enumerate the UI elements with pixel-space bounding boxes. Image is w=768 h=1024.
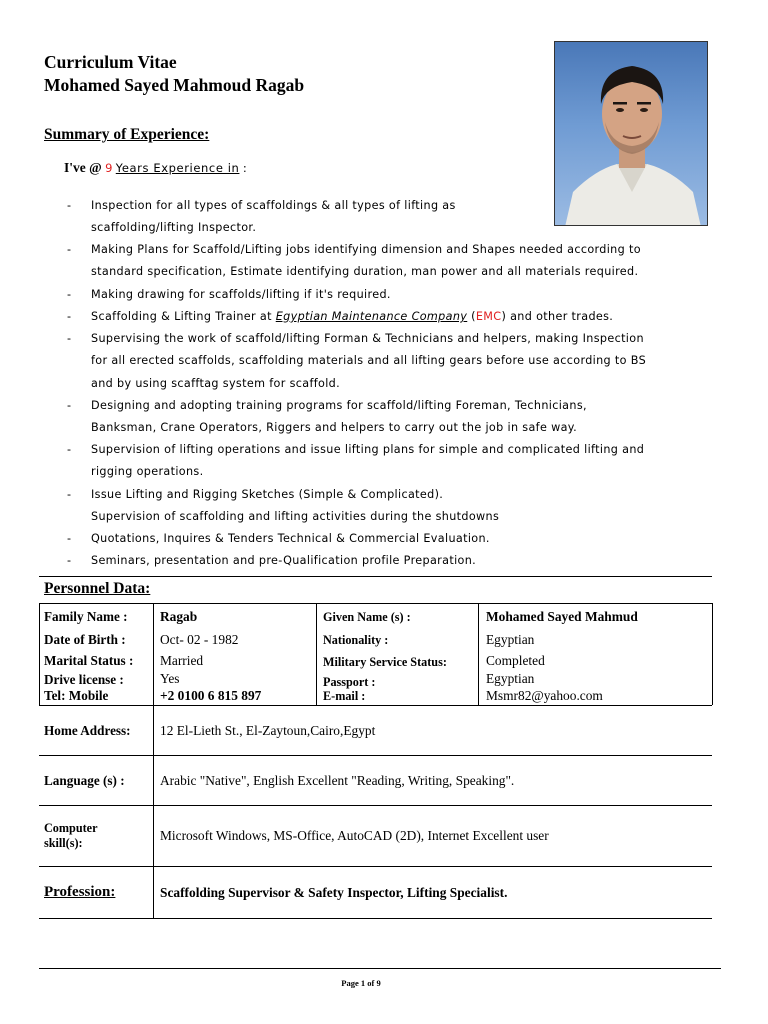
bullet-marker: - bbox=[67, 288, 72, 301]
dob-value: Oct- 02 - 1982 bbox=[160, 632, 239, 647]
bullet-line: rigging operations. bbox=[91, 465, 204, 478]
trainer-tail: ) and other trades. bbox=[501, 310, 614, 323]
drive-license-value: Yes bbox=[160, 671, 180, 686]
cv-title: Curriculum Vitae bbox=[44, 52, 177, 72]
table-border-left bbox=[39, 603, 40, 705]
table-row-divider bbox=[39, 805, 712, 806]
nationality-value: Egyptian bbox=[486, 632, 535, 647]
bullet-line: Seminars, presentation and pre-Qualification profile Preparation. bbox=[91, 554, 477, 567]
family-name-label: Family Name : bbox=[44, 609, 128, 624]
bullet-line: Issue Lifting and Rigging Sketches (Simple & Complicated). bbox=[91, 488, 444, 501]
company-abbr: EMC bbox=[475, 310, 502, 323]
given-name-label: Given Name (s) : bbox=[323, 610, 411, 624]
paren-open: ( bbox=[471, 310, 476, 323]
family-name-value: Ragab bbox=[160, 609, 198, 624]
bullet-line: Designing and adopting training programs for scaffold/lifting Foreman, Technicians, bbox=[91, 399, 587, 412]
email-value: Msmr82@yahoo.com bbox=[486, 688, 603, 703]
bullet-line: Supervision of lifting operations and issue lifting plans for simple and complicated lifting and bbox=[91, 443, 645, 456]
bullet-line: scaffolding/lifting Inspector. bbox=[91, 221, 257, 234]
table-column-divider bbox=[316, 603, 317, 705]
bullet-line: Making Plans for Scaffold/Lifting jobs identifying dimension and Shapes needed according to bbox=[91, 243, 641, 256]
bullet-marker: - bbox=[67, 488, 72, 501]
profile-photo bbox=[554, 41, 708, 226]
company-name: Egyptian Maintenance Company bbox=[275, 310, 468, 323]
bullet-line: Banksman, Crane Operators, Riggers and helpers to carry out the job in safe way. bbox=[91, 421, 578, 434]
profession-label: Profession: bbox=[44, 884, 116, 900]
summary-heading: Summary of Experience: bbox=[44, 126, 210, 143]
given-name-value: Mohamed Sayed Mahmud bbox=[486, 609, 638, 624]
table-row-divider bbox=[39, 705, 712, 706]
intro-suffix: : bbox=[242, 161, 248, 175]
bullet-line: Supervising the work of scaffold/lifting Forman & Technicians and helpers, making Inspection bbox=[91, 332, 644, 345]
intro-prefix: I've @ bbox=[64, 160, 102, 175]
computer-skills-label-2: skill(s): bbox=[44, 836, 83, 850]
bullet-line: Quotations, Inquires & Tenders Technical & Commercial Evaluation. bbox=[91, 532, 490, 545]
bullet-line: Inspection for all types of scaffoldings & all types of lifting as bbox=[91, 199, 456, 212]
military-status-label: Military Service Status: bbox=[323, 655, 447, 669]
table-border-bottom bbox=[39, 918, 712, 919]
experience-intro bbox=[64, 160, 247, 176]
years-count: 9 bbox=[105, 161, 113, 175]
passport-value: Egyptian bbox=[486, 671, 535, 686]
bullet-marker: - bbox=[67, 332, 72, 345]
bullet-marker: - bbox=[67, 532, 72, 545]
bullet-line: standard specification, Estimate identifying duration, man power and all materials required. bbox=[91, 265, 639, 278]
footer-divider bbox=[39, 968, 721, 969]
bullet-marker: - bbox=[67, 554, 72, 567]
computer-skills-label: Computer bbox=[44, 821, 98, 835]
computer-skills-value: Microsoft Windows, MS-Office, AutoCAD (2D), Internet Excellent user bbox=[160, 828, 549, 843]
table-column-divider bbox=[478, 603, 479, 705]
drive-license-label: Drive license : bbox=[44, 672, 124, 687]
section-divider bbox=[39, 576, 712, 577]
home-address-value: 12 El-Lieth St., El-Zaytoun,Cairo,Egypt bbox=[160, 723, 376, 738]
language-label: Language (s) : bbox=[44, 773, 125, 788]
table-row-divider bbox=[39, 755, 712, 756]
passport-label: Passport : bbox=[323, 675, 376, 689]
profession-value: Scaffolding Supervisor & Safety Inspector, Lifting Specialist. bbox=[160, 885, 508, 900]
marital-status-label: Marital Status : bbox=[44, 653, 134, 668]
bullet-marker: - bbox=[67, 243, 72, 256]
language-value: Arabic "Native", English Excellent "Reading, Writing, Speaking". bbox=[160, 773, 515, 788]
home-address-label: Home Address: bbox=[44, 723, 131, 738]
bullet-marker: - bbox=[67, 399, 72, 412]
candidate-name: Mohamed Sayed Mahmoud Ragab bbox=[44, 75, 305, 95]
person-portrait-icon bbox=[555, 42, 708, 226]
bullet-marker: - bbox=[67, 310, 72, 323]
bullet-marker: - bbox=[67, 443, 72, 456]
page-number: Page 1 of 9 bbox=[341, 978, 381, 988]
mobile-value: +2 0100 6 815 897 bbox=[160, 688, 262, 703]
bullet-line: for all erected scaffolds, scaffolding materials and all lifting gears before use according to BS bbox=[91, 354, 647, 367]
nationality-label: Nationality : bbox=[323, 633, 389, 647]
bullet-line: Supervision of scaffolding and lifting activities during the shutdowns bbox=[91, 510, 500, 523]
bullet-marker: - bbox=[67, 199, 72, 212]
table-row-divider bbox=[39, 866, 712, 867]
bullet-line bbox=[91, 310, 613, 323]
intro-mid: Years Experience in bbox=[115, 161, 240, 175]
bullet-line: Making drawing for scaffolds/lifting if it's required. bbox=[91, 288, 391, 301]
table-border-right bbox=[712, 603, 713, 705]
email-label: E-mail : bbox=[323, 689, 366, 703]
mobile-label: Tel: Mobile bbox=[44, 688, 109, 703]
personnel-heading: Personnel Data: bbox=[44, 580, 151, 597]
dob-label: Date of Birth : bbox=[44, 632, 126, 647]
trainer-text: Scaffolding & Lifting Trainer at bbox=[91, 310, 272, 323]
military-status-value: Completed bbox=[486, 653, 545, 668]
table-column-divider bbox=[153, 603, 154, 918]
marital-status-value: Married bbox=[160, 653, 204, 668]
table-border-top bbox=[39, 603, 712, 604]
bullet-line: and by using scafftag system for scaffold. bbox=[91, 377, 341, 390]
